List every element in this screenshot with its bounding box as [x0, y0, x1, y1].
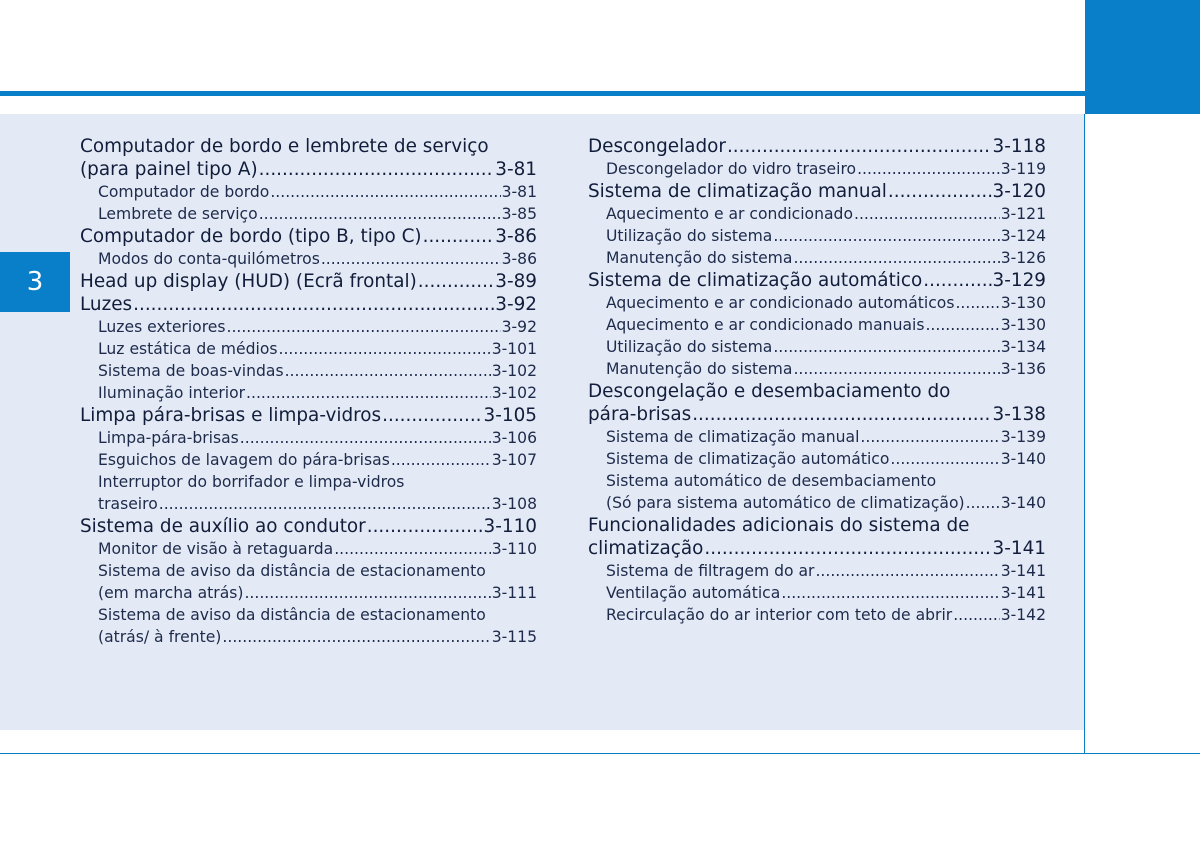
- dot-leader: [781, 582, 999, 604]
- page-number: 3-86: [495, 226, 537, 247]
- toc-entry-title: Recirculação do ar interior com teto de abrir: [606, 606, 953, 624]
- toc-subsection-entry[interactable]: [588, 448, 1046, 470]
- footer-rule: [0, 753, 1200, 754]
- toc-entry-title: Aquecimento e ar condicionado manuais: [606, 316, 925, 334]
- dot-leader: [854, 203, 1000, 225]
- dot-leader: [270, 181, 500, 203]
- dot-leader: [727, 135, 992, 158]
- toc-entry-title: Sistema de climatização automático: [606, 450, 890, 468]
- dot-leader: [692, 403, 991, 426]
- toc-entry-title: climatização: [588, 538, 704, 559]
- toc-entry-title: Esguichos de lavagem do pára-brisas: [98, 451, 390, 469]
- toc-entry-title: Descongelador do vidro traseiro: [606, 160, 857, 178]
- header-rule: [0, 91, 1085, 96]
- toc-entry-title: Manutenção do sistema: [606, 360, 793, 378]
- toc-entry-title: (para painel tipo A): [80, 159, 258, 180]
- dot-leader: [773, 225, 999, 247]
- toc-subsection-entry[interactable]: [80, 626, 537, 648]
- dot-leader: [334, 538, 490, 560]
- toc-subsection-entry[interactable]: [588, 492, 1046, 514]
- dot-leader: [222, 626, 490, 648]
- toc-subsection-entry[interactable]: [588, 560, 1046, 582]
- page-number: 3-81: [501, 183, 537, 201]
- toc-entry-title: Sistema de boas-vindas: [98, 362, 284, 380]
- page-number: 3-86: [501, 250, 537, 268]
- toc-subsection-entry[interactable]: [588, 158, 1046, 180]
- toc-subsection-entry[interactable]: [80, 248, 537, 270]
- toc-entry-title: Descongelador: [588, 136, 726, 157]
- toc-entry-title: Iluminação interior: [98, 384, 246, 402]
- toc-entry-title: Sistema de climatização automático: [588, 270, 923, 291]
- toc-section-entry[interactable]: [588, 537, 1046, 560]
- toc-section-entry[interactable]: [80, 270, 537, 293]
- dot-leader: [888, 180, 992, 203]
- dot-leader: [321, 248, 501, 270]
- toc-entry-title: Head up display (HUD) (Ecrã frontal): [80, 271, 417, 292]
- toc-entry-title: Utilização do sistema: [606, 338, 773, 356]
- toc-entry-title: (atrás/ à frente): [98, 628, 222, 646]
- dot-leader: [240, 427, 491, 449]
- page-number: 3-140: [1000, 494, 1046, 512]
- page-number: 3-139: [1000, 428, 1046, 446]
- dot-leader: [955, 292, 999, 314]
- toc-entry-line[interactable]: Funcionalidades adicionais do sistema de: [588, 515, 970, 536]
- page-number: 3-129: [992, 270, 1046, 291]
- toc-section-entry[interactable]: [588, 269, 1046, 292]
- panel-divider: [1084, 114, 1085, 754]
- page-number: 3-108: [491, 495, 537, 513]
- dot-leader: [246, 382, 491, 404]
- page-number: 3-101: [491, 340, 537, 358]
- page-number: 3-92: [501, 318, 537, 336]
- toc-entry-title: Computador de bordo: [98, 183, 270, 201]
- toc-section-entry[interactable]: [588, 403, 1046, 426]
- dot-leader: [793, 247, 999, 269]
- dot-leader: [860, 426, 999, 448]
- toc-column-right: [588, 135, 1046, 626]
- toc-entry-line[interactable]: Descongelação e desembaciamento do: [588, 381, 951, 402]
- toc-subsection-entry[interactable]: [80, 203, 537, 225]
- page-number: 3-110: [491, 540, 537, 558]
- dot-leader: [773, 336, 999, 358]
- page-number: 3-134: [1000, 338, 1046, 356]
- dot-leader: [279, 338, 491, 360]
- page-number: 3-120: [992, 181, 1046, 202]
- dot-leader: [966, 492, 1000, 514]
- toc-entry-title: Monitor de visão à retaguarda: [98, 540, 334, 558]
- dot-leader: [418, 270, 494, 293]
- dot-leader: [259, 203, 501, 225]
- toc-section-entry[interactable]: [80, 225, 537, 248]
- dot-leader: [815, 560, 999, 582]
- dot-leader: [133, 293, 494, 316]
- toc-entry-line[interactable]: Sistema de aviso da distância de estacionamento: [98, 606, 486, 624]
- toc-section-entry[interactable]: [588, 135, 1046, 158]
- toc-subsection-entry[interactable]: [80, 338, 537, 360]
- toc-subsection-entry[interactable]: [80, 382, 537, 404]
- toc-subsection-entry[interactable]: [588, 203, 1046, 225]
- toc-entry-title: Limpa-pára-brisas: [98, 429, 239, 447]
- page-number: 3-130: [1000, 294, 1046, 312]
- dot-leader: [857, 158, 1000, 180]
- page-number: 3-92: [495, 294, 537, 315]
- toc-subsection-entry[interactable]: [80, 582, 537, 604]
- dot-leader: [159, 493, 491, 515]
- page-number: 3-130: [1000, 316, 1046, 334]
- toc-entry-title: Luz estática de médios: [98, 340, 278, 358]
- chapter-tab[interactable]: 3: [0, 252, 70, 312]
- toc-subsection-entry[interactable]: [80, 449, 537, 471]
- toc-entry-title: Luzes: [80, 294, 133, 315]
- dot-leader: [367, 515, 483, 538]
- toc-entry-title: Luzes exteriores: [98, 318, 226, 336]
- page-number: 3-118: [992, 136, 1046, 157]
- toc-subsection-entry[interactable]: [80, 316, 537, 338]
- page-number: 3-111: [491, 584, 537, 602]
- toc-entry-title: Aquecimento e ar condicionado automáticos: [606, 294, 955, 312]
- toc-subsection-entry[interactable]: [80, 181, 537, 203]
- toc-subsection-entry[interactable]: [588, 225, 1046, 247]
- dot-leader: [285, 360, 491, 382]
- toc-section-entry[interactable]: [80, 404, 537, 427]
- toc-entry-title: Sistema de filtragem do ar: [606, 562, 815, 580]
- page-number: 3-142: [1000, 606, 1046, 624]
- dot-leader: [391, 449, 491, 471]
- dot-leader: [423, 225, 495, 248]
- toc-subsection-entry[interactable]: [588, 336, 1046, 358]
- toc-entry-title: (Só para sistema automático de climatização): [606, 494, 965, 512]
- toc-section-entry[interactable]: [80, 515, 537, 538]
- toc-subsection-entry[interactable]: [588, 426, 1046, 448]
- page-number: 3-110: [483, 516, 537, 537]
- toc-entry-title: traseiro: [98, 495, 158, 513]
- corner-color-block: [1085, 0, 1200, 114]
- toc-subsection-entry[interactable]: [80, 493, 537, 515]
- toc-subsection-entry[interactable]: [588, 358, 1046, 380]
- toc-section-entry[interactable]: [588, 180, 1046, 203]
- toc-subsection-entry[interactable]: [588, 247, 1046, 269]
- page-number: 3-85: [501, 205, 537, 223]
- toc-entry-title: Aquecimento e ar condicionado: [606, 205, 853, 223]
- page-number: 3-89: [495, 271, 537, 292]
- toc-entry-title: Sistema de climatização manual: [588, 181, 887, 202]
- toc-section-entry[interactable]: [80, 158, 537, 181]
- dot-leader: [890, 448, 999, 470]
- page-number: 3-106: [491, 429, 537, 447]
- page-number: 3-107: [491, 451, 537, 469]
- toc-entry-title: Sistema de auxílio ao condutor: [80, 516, 366, 537]
- page-number: 3-115: [491, 628, 537, 646]
- toc-subsection-entry[interactable]: [588, 604, 1046, 626]
- page-number: 3-136: [1000, 360, 1046, 378]
- toc-entry-title: Utilização do sistema: [606, 227, 773, 245]
- toc-entry-title: Limpa pára-brisas e limpa-vidros: [80, 405, 382, 426]
- toc-subsection-entry[interactable]: [588, 314, 1046, 336]
- toc-entry-title: (em marcha atrás): [98, 584, 244, 602]
- toc-entry-title: Lembrete de serviço: [98, 205, 258, 223]
- dot-leader: [953, 604, 999, 626]
- page-number: 3-102: [491, 362, 537, 380]
- toc-entry-title: Modos do conta-quilómetros: [98, 250, 320, 268]
- toc-entry-title: Computador de bordo (tipo B, tipo C): [80, 226, 422, 247]
- dot-leader: [226, 316, 500, 338]
- toc-subsection-entry[interactable]: [80, 360, 537, 382]
- dot-leader: [793, 358, 999, 380]
- page-number: 3-141: [1000, 562, 1046, 580]
- page-number: 3-141: [992, 538, 1046, 559]
- page-number: 3-102: [491, 384, 537, 402]
- dot-leader: [244, 582, 490, 604]
- toc-entry-line[interactable]: Sistema de aviso da distância de estacionamento: [98, 562, 486, 580]
- toc-entry-line[interactable]: Sistema automático de desembaciamento: [606, 472, 937, 490]
- page-number: 3-119: [1000, 160, 1046, 178]
- dot-leader: [382, 404, 482, 427]
- toc-entry-line[interactable]: Interruptor do borrifador e limpa-vidros: [98, 473, 405, 491]
- page-number: 3-124: [1000, 227, 1046, 245]
- page-number: 3-138: [992, 404, 1046, 425]
- toc-entry-title: Sistema de climatização manual: [606, 428, 860, 446]
- page-number: 3-141: [1000, 584, 1046, 602]
- toc-subsection-entry[interactable]: [588, 582, 1046, 604]
- dot-leader: [923, 269, 991, 292]
- toc-entry-title: Manutenção do sistema: [606, 249, 793, 267]
- toc-subsection-entry[interactable]: [588, 292, 1046, 314]
- page-number: 3-81: [495, 159, 537, 180]
- page-number: 3-126: [1000, 249, 1046, 267]
- toc-subsection-entry[interactable]: [80, 538, 537, 560]
- toc-entry-title: pára-brisas: [588, 404, 692, 425]
- dot-leader: [704, 537, 991, 560]
- toc-entry-title: Ventilação automática: [606, 584, 781, 602]
- toc-subsection-entry[interactable]: [80, 427, 537, 449]
- dot-leader: [925, 314, 999, 336]
- page-number: 3-140: [1000, 450, 1046, 468]
- page-number: 3-121: [1000, 205, 1046, 223]
- page-number: 3-105: [483, 405, 537, 426]
- toc-column-left: [80, 135, 537, 648]
- toc-section-entry[interactable]: [80, 293, 537, 316]
- dot-leader: [259, 158, 495, 181]
- toc-entry-line[interactable]: Computador de bordo e lembrete de serviço: [80, 136, 489, 157]
